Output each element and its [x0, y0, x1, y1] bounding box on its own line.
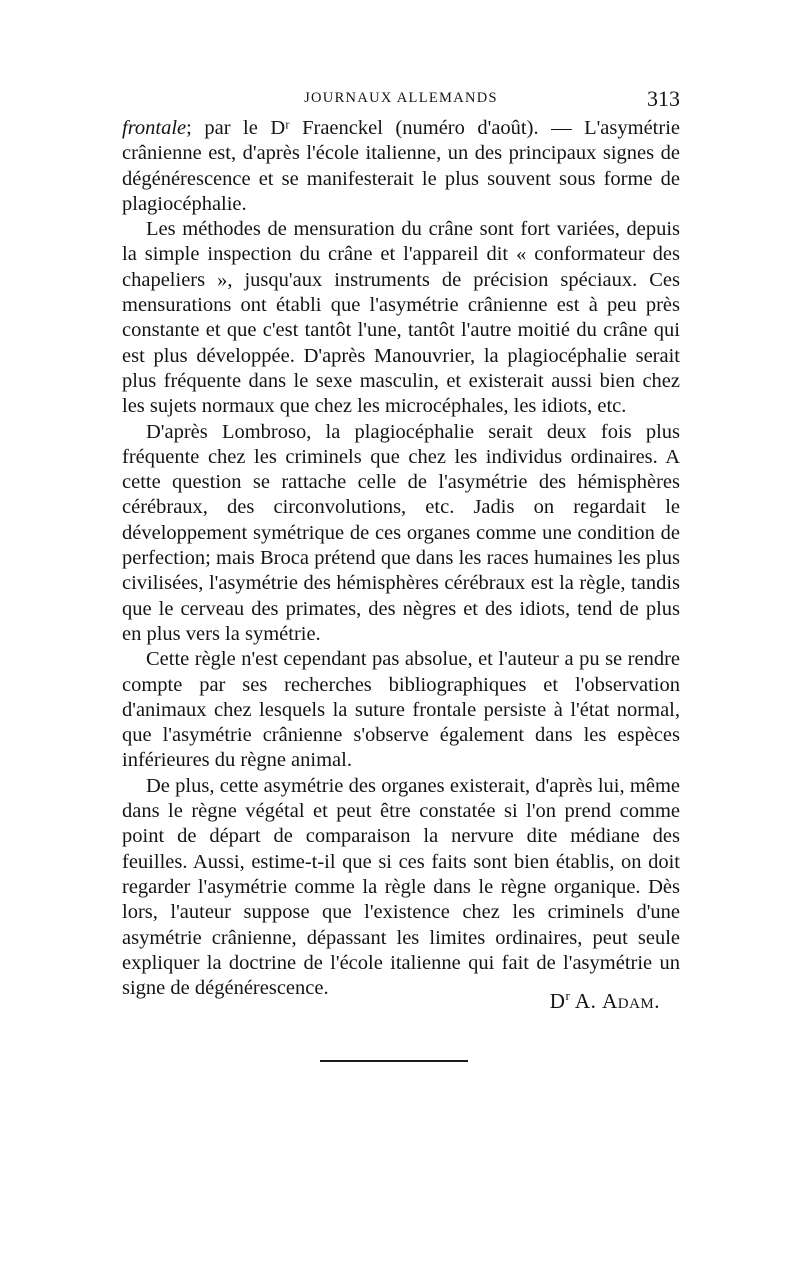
signature-initial: A.	[570, 989, 603, 1013]
paragraph-4: Cette règle n'est cependant pas absolue, et l'auteur a pu se rendre compte par ses recherches bibliographiques et l'observation d'animaux chez lesquels la suture frontale persiste à l'état normal, que l'asymétrie crânienne s'observe également dans les espèces inférieures du règne animal.	[122, 648, 680, 772]
author-signature	[550, 988, 660, 1014]
paragraph-1	[122, 116, 680, 217]
paragraph-5: De plus, cette asymétrie des organes existerait, d'après lui, même dans le règne végétal et peut être constatée si l'on prend comme point de départ de comparaison la nervure dite médiane des feuilles. Aussi, estime-t-il que si ces faits sont bien établis, on doit regarder l'asymétrie comme la règle dans le règne organique. Dès lors, l'auteur suppose que l'existence chez les criminels d'une asymétrie crânienne, dépassant les limites ordinaires, peut seule expliquer la doctrine de l'école italienne qui fait de l'asymétrie un signe de dégénérescence.	[122, 774, 680, 1000]
article-body	[122, 116, 680, 1001]
page-number: 313	[647, 86, 680, 111]
paragraph-3: D'après Lombroso, la plagiocéphalie serait deux fois plus fréquente chez les criminels que chez les individus ordinaires. A cette question se rattache celle de l'asymétrie des hémisphères cérébraux, des circonvolutions, etc. Jadis on regardait le développement symétrique de ces organes comme une condition de perfection; mais Broca prétend que dans les races humaines les plus civilisées, l'asymétrie des hémisphères cérébraux est la règle, tandis que le cerveau des primates, des nègres et des idiots, tend de plus en plus vers la symétrie.	[122, 420, 680, 645]
running-title: JOURNAUX ALLEMANDS	[304, 90, 498, 106]
paragraph-2: Les méthodes de mensuration du crâne sont fort variées, depuis la simple inspection du crâne et l'appareil dit « conformateur des chapeliers », jusqu'aux instruments de précision spéciaux. Ces mensurations ont établi que l'asymétrie crânienne est à peu près constante et que c'est tantôt l'une, tantôt l'autre moitié du crâne qui est plus développée. D'après Manouvrier, la plagiocéphalie serait plus fréquente dans le sexe masculin, et existerait aussi bien chez les sujets normaux que chez les microcéphales, les idiots, etc.	[122, 218, 680, 418]
italic-word: frontale	[122, 117, 187, 139]
page-header	[122, 86, 680, 114]
signature-prefix: D	[549, 989, 566, 1013]
signature-sup: r	[565, 988, 571, 1003]
paragraph-1-text: ; par le Dʳ Fraenckel (numéro d'août). — L'asymétrie crânienne est, d'après l'école italienne, un des principaux signes de dégénérescence et se manifesterait le plus souvent sous forme de plagiocéphalie.	[122, 117, 680, 215]
signature-surname: Adam.	[602, 989, 660, 1013]
end-rule-divider	[320, 1060, 468, 1062]
